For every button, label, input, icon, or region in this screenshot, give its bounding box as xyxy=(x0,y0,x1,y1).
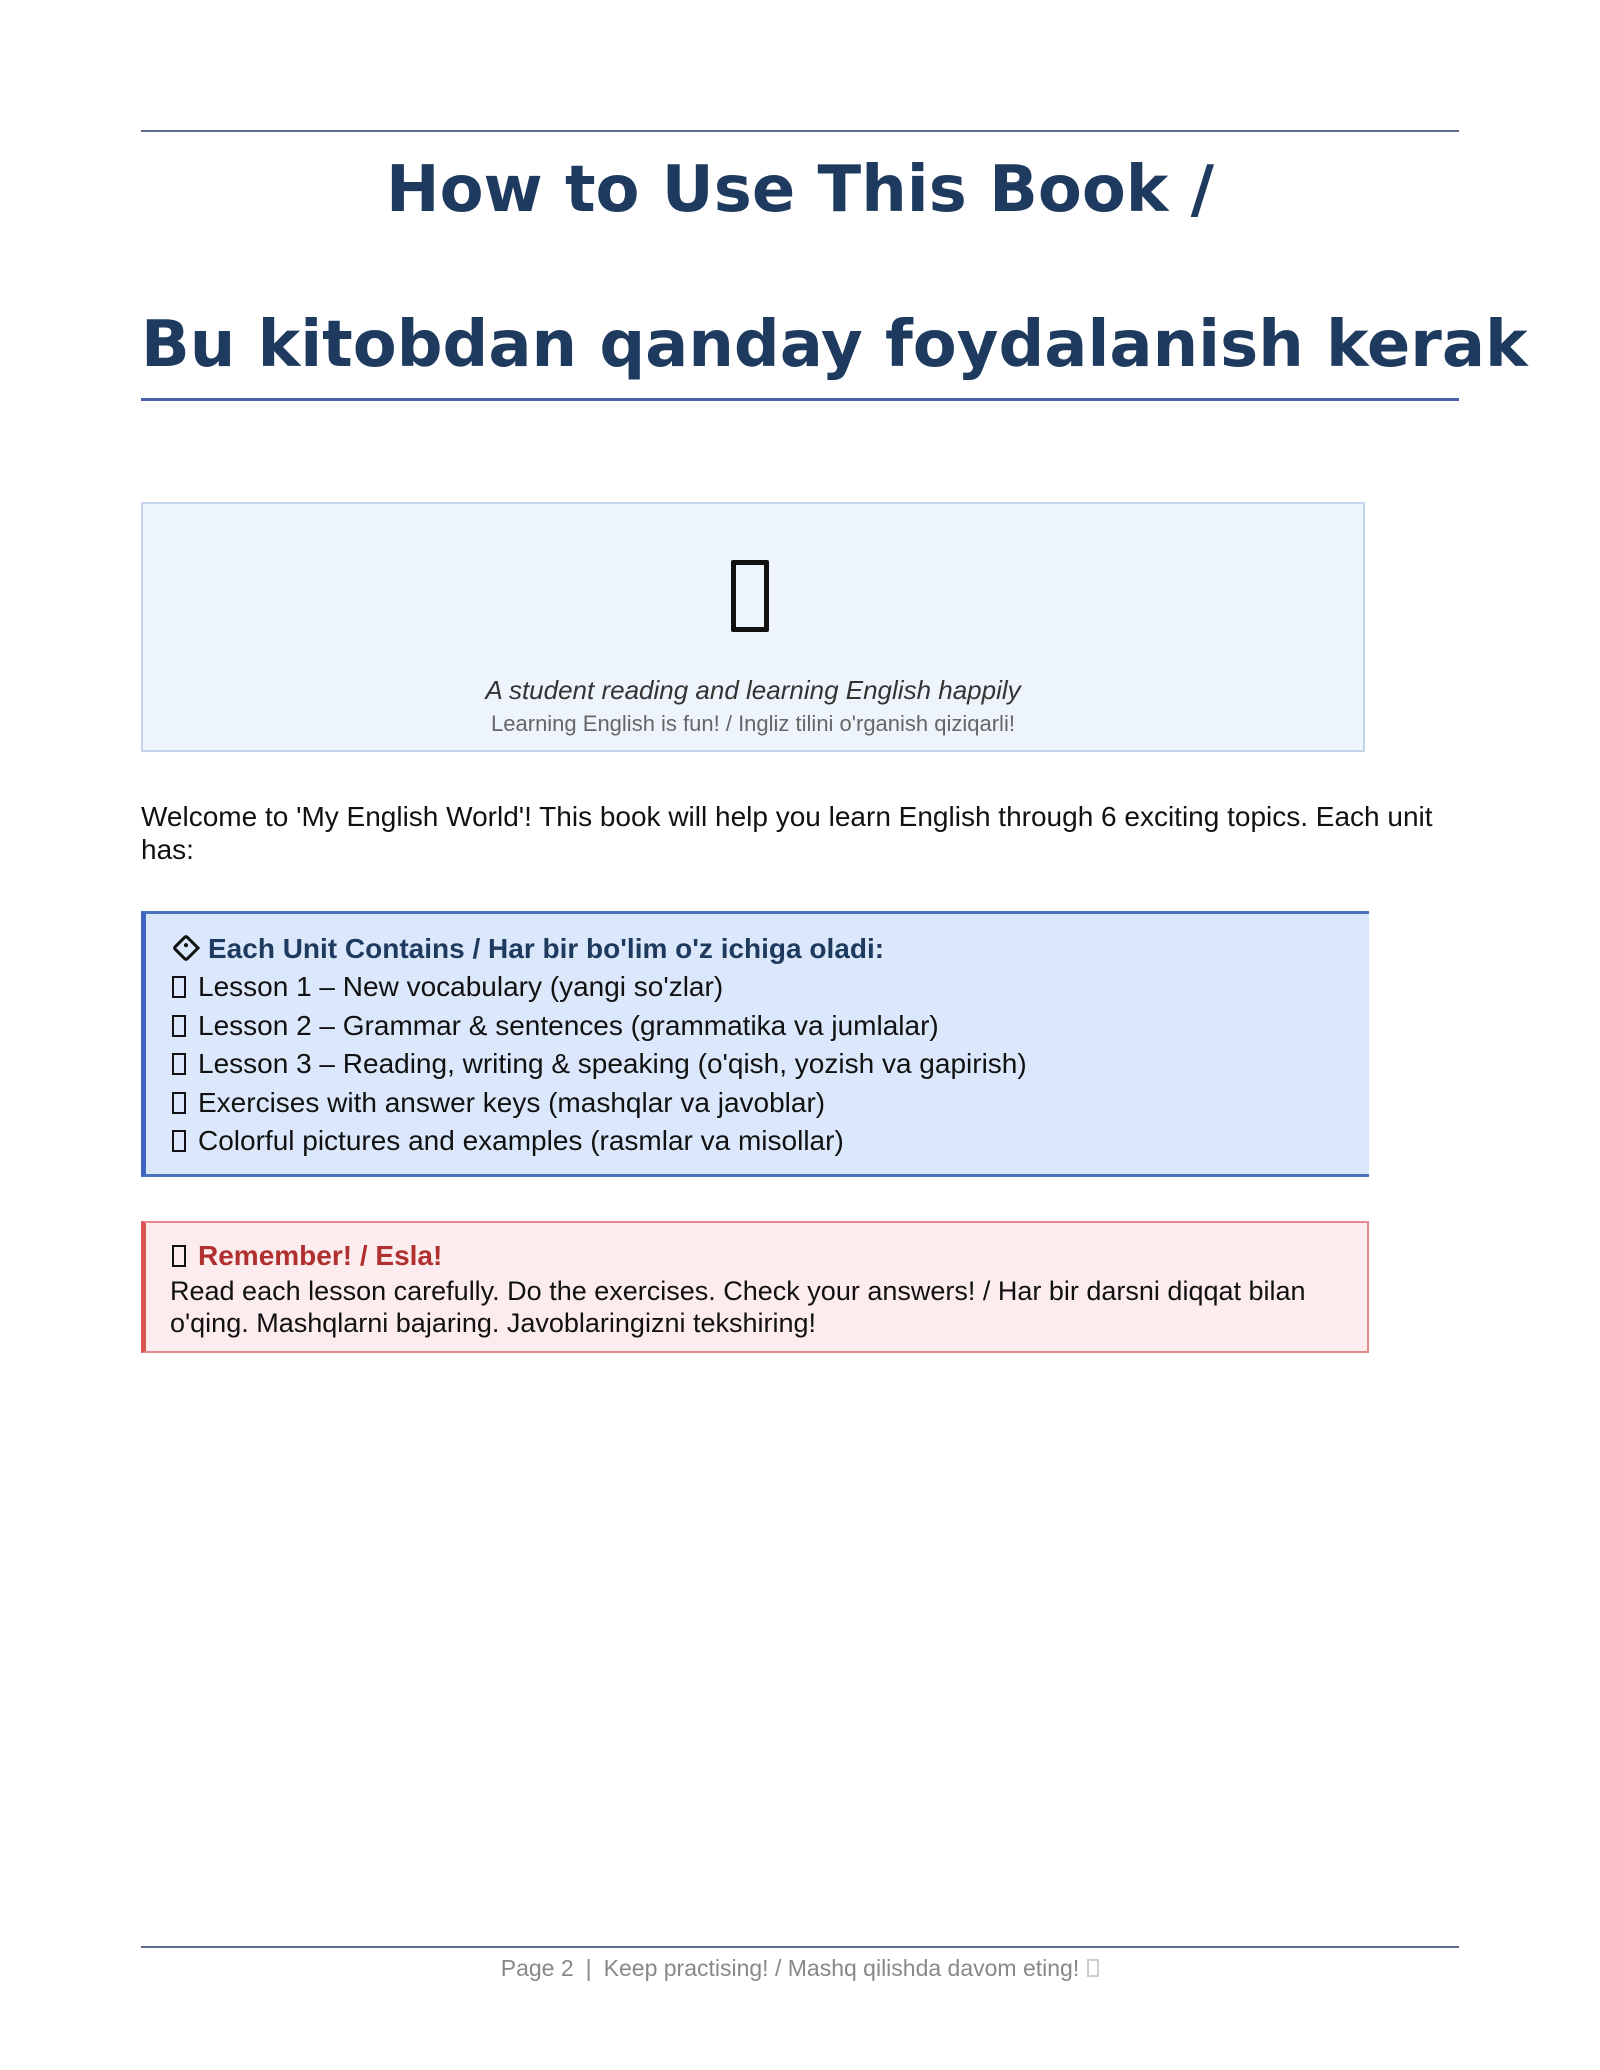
unit-contents-heading xyxy=(170,930,1369,968)
missing-glyph-icon xyxy=(172,1053,186,1075)
unit-contents-box xyxy=(141,911,1369,1177)
missing-glyph-icon xyxy=(172,1092,186,1114)
missing-glyph-icon xyxy=(1087,1959,1099,1977)
page-footer xyxy=(141,1952,1459,1984)
image-caption: A student reading and learning English happily xyxy=(485,675,1021,705)
remember-heading-text: Remember! / Esla! xyxy=(198,1240,443,1271)
image-subcaption: Learning English is fun! / Ingliz tilini o'rganish qiziqarli! xyxy=(491,711,1015,736)
document-page xyxy=(141,0,1528,2070)
intro-paragraph: Welcome to 'My English World'! This book will help you learn English through 6 exciting topics. Each unit has: xyxy=(141,801,1433,865)
remember-heading xyxy=(170,1237,1343,1275)
list-item xyxy=(170,968,1369,1007)
missing-glyph-icon xyxy=(731,560,769,632)
remember-text: Read each lesson carefully. Do the exercises. Check your answers! / Har bir darsni diqqat bilan o'qing. Mashqlarni bajaring. Javoblaringizni tekshiring! xyxy=(170,1276,1306,1338)
list-item xyxy=(170,1084,1369,1123)
list-item xyxy=(170,1045,1369,1084)
top-divider xyxy=(141,130,1459,132)
list-item-text: Lesson 2 – Grammar & sentences (grammatika va jumlalar) xyxy=(198,1009,939,1041)
page-title-english: How to Use This Book / xyxy=(386,153,1214,227)
page-title-uzbek: Bu kitobdan qanday foydalanish kerak xyxy=(141,308,1528,382)
list-item-text: Colorful pictures and examples (rasmlar va misollar) xyxy=(198,1125,844,1156)
missing-glyph-icon xyxy=(172,976,186,998)
tag-icon xyxy=(172,934,200,962)
missing-glyph-icon xyxy=(172,1015,186,1037)
remember-callout xyxy=(141,1221,1369,1353)
list-item xyxy=(170,1007,1369,1046)
image-placeholder-box xyxy=(141,502,1365,752)
title-divider xyxy=(141,398,1459,401)
footer-text: Keep practising! / Mashq qilishda davom eting! xyxy=(603,1955,1080,1981)
list-item-text: Lesson 3 – Reading, writing & speaking (o'qish, yozish va gapirish) xyxy=(198,1048,1027,1079)
missing-glyph-icon xyxy=(172,1130,186,1152)
missing-glyph-icon xyxy=(172,1245,186,1267)
list-item-text: Exercises with answer keys (mashqlar va javoblar) xyxy=(198,1086,826,1118)
unit-contents-heading-text: Each Unit Contains / Har bir bo'lim o'z ichiga oladi: xyxy=(208,933,885,964)
list-item xyxy=(170,1122,1369,1161)
footer-divider xyxy=(141,1946,1459,1948)
list-item-text: Lesson 1 – New vocabulary (yangi so'zlar) xyxy=(198,971,724,1002)
page-number: Page 2 xyxy=(500,1955,574,1981)
footer-separator: | xyxy=(585,1955,592,1981)
